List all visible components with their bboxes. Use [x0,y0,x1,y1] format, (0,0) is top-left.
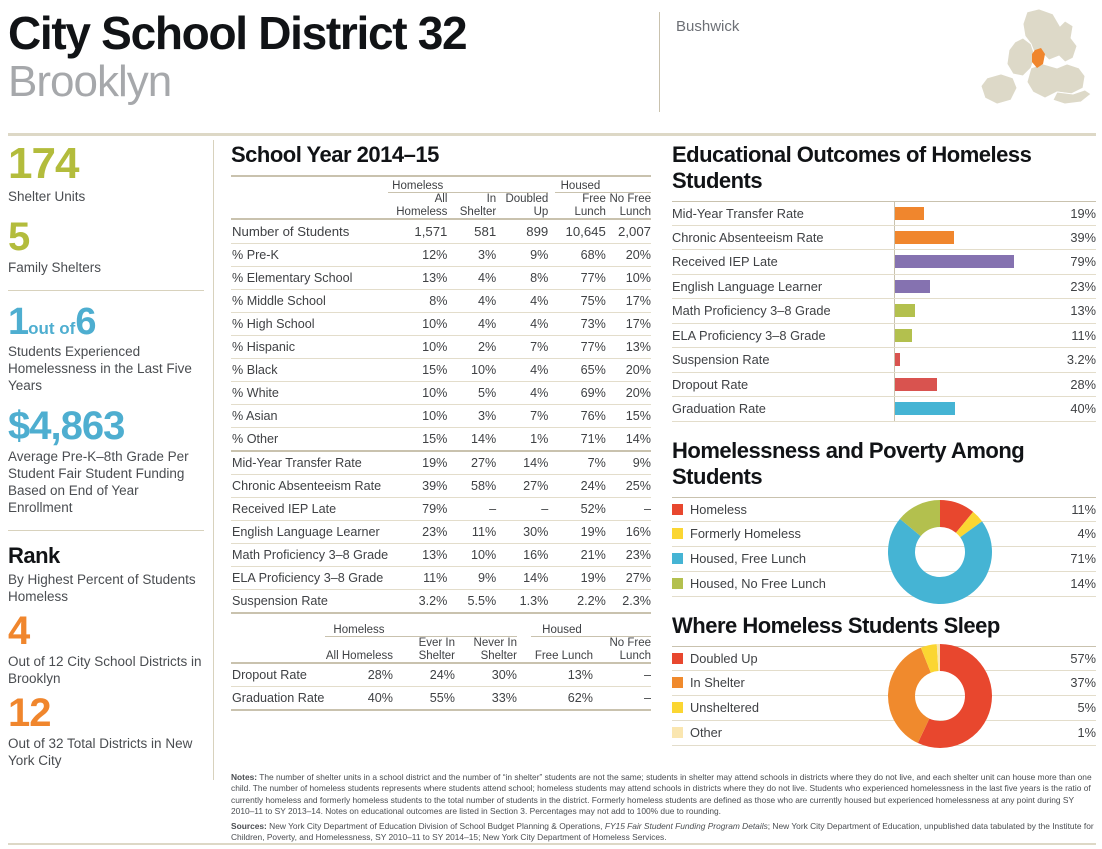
cell: 10% [447,359,496,382]
cell: 13% [606,336,651,359]
rank-brooklyn-value: 4 [8,609,30,653]
cell: 4% [496,359,548,382]
cell: 4% [496,290,548,313]
main-data-table [231,180,651,614]
table-row [231,544,651,567]
col-head-all-homeless: All Homeless [396,193,448,218]
donut-slice [888,518,992,603]
col-head-in-shelter: In Shelter [459,193,497,218]
table-row [231,475,651,498]
sources-label: Sources: [231,820,267,831]
table-row [231,405,651,428]
row-label: Chronic Absenteeism Rate [231,475,388,498]
legend-label: Housed, Free Lunch [690,551,806,566]
column-header-row-bottom [231,637,651,664]
charts-column [672,142,1096,746]
cell: 9% [496,244,548,267]
table-top-rule [231,175,651,177]
table-row [231,313,651,336]
row-label: Graduation Rate [231,687,325,711]
cell: 16% [496,544,548,567]
bar-value-label: 3.2% [1066,352,1096,368]
cell: 76% [555,405,606,428]
rank-city-label: Out of 32 Total Districts in New York City [8,736,193,768]
col-head-never-in-shelter: Never In Shelter [473,637,517,662]
cell: 4% [447,267,496,290]
bar-chart-title: Educational Outcomes of Homeless Students [672,142,1032,193]
stat-funding-value: $4,863 [8,404,125,448]
cell: 77% [555,267,606,290]
cell: 12% [388,244,447,267]
group-header-housed-a: Housed [555,180,606,193]
stat-ratio [8,303,204,341]
legend-swatch [672,504,683,515]
cell: 19% [555,521,606,544]
cell: 8% [496,267,548,290]
legend-row [672,497,1096,522]
cell: 11% [447,521,496,544]
bar-fill [895,207,924,220]
bar-fill [895,378,937,391]
cell: 2,007 [606,219,651,244]
row-label: Dropout Rate [231,663,325,687]
stat-ratio-label: Students Experienced Homelessness in the Last Five Years [8,344,192,393]
cell: 33% [455,687,517,711]
legend-value: 5% [1077,700,1096,715]
bar-chart-row [672,250,1096,275]
stat-ratio-first: 1 [8,301,29,343]
row-label: % High School [231,313,388,336]
header-rule [8,133,1096,136]
table-row [231,590,651,614]
cell: 7% [555,451,606,475]
row-label: ELA Proficiency 3–8 Grade [231,567,388,590]
stat-ratio-mid: out of [28,319,76,338]
legend-row [672,522,1096,547]
cell: 40% [325,687,393,711]
school-year-table-section [231,142,651,711]
bar-chart-row [672,275,1096,300]
cell: 2% [447,336,496,359]
col-head-free-lunch: Free Lunch [574,193,606,218]
table-title: School Year 2014–15 [231,142,439,167]
notes-label: Notes: [231,772,258,782]
cell: 62% [531,687,593,711]
bottom-data-table [231,624,651,711]
cell: 30% [496,521,548,544]
legend-value: 57% [1070,650,1096,666]
bar-category-label: Graduation Rate [672,401,766,417]
sources-paragraph [231,821,1096,844]
legend-value: 37% [1070,675,1096,690]
cell: 24% [393,663,455,687]
bar-chart-row [672,201,1096,226]
cell: – [496,498,548,521]
where-students-sleep-donut-section [672,646,1096,746]
table-row [231,219,651,244]
cell: 1.3% [496,590,548,614]
cell: 14% [606,428,651,452]
bar-chart-row [672,299,1096,324]
legend-row [672,646,1096,671]
bar-category-label: Suspension Rate [672,352,770,368]
cell: 10% [388,336,447,359]
cell: 3% [447,244,496,267]
row-label: % Elementary School [231,267,388,290]
bar-chart-row [672,348,1096,373]
cell: – [593,687,651,711]
table-row [231,521,651,544]
bar-value-label: 79% [1070,254,1096,270]
cell: 73% [555,313,606,336]
table-row [231,290,651,313]
sidebar-divider-2 [8,530,204,531]
cell: 14% [447,428,496,452]
bar-value-label: 19% [1070,205,1096,221]
cell: 7% [496,405,548,428]
cell: 27% [496,475,548,498]
group-header-row-bottom [231,624,651,637]
legend-value: 1% [1077,725,1096,740]
col-head-free-lunch-b: Free Lunch [534,649,593,662]
bar-fill [895,255,1014,268]
cell: 58% [447,475,496,498]
footnotes [231,772,1096,846]
cell: 1% [496,428,548,452]
table-row [231,451,651,475]
sidebar-divider-1 [8,290,204,291]
group-header-homeless-a: Homeless [388,180,447,193]
notes-text: The number of shelter units in a school district and the number of “in shelter” students are not the same; students in shelter may attend schools in districts where they do not live, and each shelter unit can house more than one child. The number of homeless students represents where students attend school; homeless students may attend schools in districts where they do not live. Students who experienced homelessness in the last five years is the ratio of currently homeless and formerly homeless students to the total number of students in the district. Formerly homeless students are defined as those who are currently housed but experienced homelessness at any point during SY 2010–11 to SY 2013–14. Notes on educational outcomes are listed in Section 3. Percentages may not add to 100% due to rounding. [231,772,1092,817]
cell: – [606,498,651,521]
cell: 39% [388,475,447,498]
cell: 3.2% [388,590,447,614]
bar-chart-row [672,324,1096,349]
bar-chart-row [672,226,1096,251]
cell: 10% [388,313,447,336]
cell: 10% [388,382,447,405]
cell: 69% [555,382,606,405]
col-head-doubled-up: Doubled Up [505,193,549,218]
row-label: Suspension Rate [231,590,388,614]
legend-row [672,671,1096,696]
cell: 13% [388,544,447,567]
bar-chart-row [672,373,1096,398]
sources-italic-title: FY15 Fair Student Funding Program Details [604,820,768,831]
table-row [231,267,651,290]
stat-shelter-units-label: Shelter Units [8,189,86,204]
cell: 20% [606,244,651,267]
legend-value: 14% [1070,576,1096,591]
legend-row [672,572,1096,597]
bar-fill [895,329,912,342]
cell: 899 [496,219,548,244]
bar-value-label: 28% [1070,376,1096,392]
stat-family-shelters-value: 5 [8,215,30,259]
page-title: City School District 32 [8,7,467,59]
table-row [231,244,651,267]
cell: 13% [531,663,593,687]
notes-paragraph [231,772,1096,818]
bar-fill [895,353,900,366]
cell: 75% [555,290,606,313]
cell: 23% [388,521,447,544]
nyc-map-icon [961,6,1096,126]
legend-row [672,721,1096,746]
bar-track [894,299,1052,323]
cell: 19% [388,451,447,475]
cell: 5% [447,382,496,405]
cell: 5.5% [447,590,496,614]
table-row [231,567,651,590]
table-row [231,359,651,382]
cell: 77% [555,336,606,359]
donut-slice [888,647,931,742]
cell: 27% [606,567,651,590]
bar-track [894,275,1052,299]
cell: 15% [388,359,447,382]
cell: 10% [447,544,496,567]
row-label: % Other [231,428,388,452]
cell: 21% [555,544,606,567]
donut-chart [886,642,994,750]
cell: 13% [388,267,447,290]
row-label: % Black [231,359,388,382]
legend-swatch [672,677,683,688]
rank-subtitle: By Highest Percent of Students Homeless [8,572,196,604]
col-head-no-free-lunch: No Free Lunch [609,193,651,218]
homelessness-poverty-donut-section [672,497,1096,597]
cell: 8% [388,290,447,313]
bar-track [894,397,1052,421]
header-divider [659,12,660,112]
bar-category-label: English Language Learner [672,278,823,294]
bar-value-label: 23% [1070,278,1096,294]
legend-label: Housed, No Free Lunch [690,576,826,591]
cell: 15% [388,428,447,452]
bar-track [894,348,1052,372]
cell: 14% [496,567,548,590]
col-head-ever-in-shelter: Ever In Shelter [418,637,455,662]
cell: 19% [555,567,606,590]
row-label: Number of Students [231,219,388,244]
cell: – [447,498,496,521]
cell: 9% [606,451,651,475]
group-header-housed-b: Housed [531,624,593,637]
legend-value: 71% [1070,551,1096,566]
cell: 11% [388,567,447,590]
bar-fill [895,402,955,415]
sources-text-a: New York City Department of Education Division of School Budget Planning & Operations, [266,820,605,831]
col-head-all-homeless-b: All Homeless [325,649,393,662]
row-label: Received IEP Late [231,498,388,521]
sidebar-stats [8,139,204,769]
cell: 2.2% [555,590,606,614]
cell: 2.3% [606,590,651,614]
col-head-no-free-lunch-b: No Free Lunch [609,637,651,662]
legend-swatch [672,727,683,738]
row-label: % White [231,382,388,405]
legend-row [672,547,1096,572]
row-label: % Pre-K [231,244,388,267]
bar-category-label: Math Proficiency 3–8 Grade [672,303,831,319]
cell: 20% [606,382,651,405]
page-subtitle: Brooklyn [8,57,172,106]
stat-ratio-second: 6 [75,301,96,343]
group-header-homeless-b: Homeless [325,624,393,637]
cell: 27% [447,451,496,475]
cell: 23% [606,544,651,567]
cell: 4% [447,290,496,313]
cell: 25% [606,475,651,498]
sources-text-b: ; New York City Department of Education, unpublished data tabulated by the Institute for Children, Poverty, and Homelessness, SY 2010–11 to SY 2014–15; New York City Department of Homeless Services. [231,820,1094,843]
bar-track [894,324,1052,348]
legend-label: Homeless [690,501,747,517]
stat-funding-label: Average Pre-K–8th Grade Per Student Fair Student Funding Based on End of Year Enrollment [8,449,189,515]
legend-swatch [672,653,683,664]
bar-fill [895,231,954,244]
row-label: % Asian [231,405,388,428]
legend-label: Doubled Up [690,650,758,666]
cell: 30% [455,663,517,687]
bar-track [894,373,1052,397]
cell: 7% [496,336,548,359]
legend-swatch [672,553,683,564]
table-row [231,687,651,711]
cell: 17% [606,290,651,313]
rank-brooklyn-label: Out of 12 City School Districts in Brooklyn [8,654,202,686]
cell: 68% [555,244,606,267]
cell: 52% [555,498,606,521]
table-row [231,382,651,405]
cell: 4% [496,382,548,405]
cell: 16% [606,521,651,544]
legend-label: Other [690,725,723,740]
table-row [231,663,651,687]
page-header [0,0,1102,132]
bar-track [894,250,1052,274]
bar-category-label: Received IEP Late [672,254,778,270]
cell: 1,571 [388,219,447,244]
legend-swatch [672,702,683,713]
cell: 10% [606,267,651,290]
cell: 9% [447,567,496,590]
legend-label: Unsheltered [690,700,760,715]
legend-swatch [672,528,683,539]
bar-value-label: 39% [1070,229,1096,245]
educational-outcomes-bar-chart [672,201,1096,422]
table-row [231,498,651,521]
row-label: Math Proficiency 3–8 Grade [231,544,388,567]
bar-value-label: 40% [1070,401,1096,417]
cell: 4% [447,313,496,336]
bar-category-label: Dropout Rate [672,376,749,392]
sidebar-vertical-rule [213,140,214,780]
donut-chart [886,498,994,606]
table-row [231,336,651,359]
cell: 14% [496,451,548,475]
legend-row [672,696,1096,721]
legend-label: Formerly Homeless [690,526,801,541]
cell: 4% [496,313,548,336]
bar-category-label: Chronic Absenteeism Rate [672,229,824,245]
row-label: % Hispanic [231,336,388,359]
cell: 65% [555,359,606,382]
cell: 3% [447,405,496,428]
rank-city-value: 12 [8,691,51,735]
legend-value: 4% [1077,526,1096,541]
bar-category-label: ELA Proficiency 3–8 Grade [672,327,826,343]
bar-category-label: Mid-Year Transfer Rate [672,205,804,221]
stat-shelter-units-value: 174 [8,139,79,188]
bar-track [894,226,1052,250]
bar-fill [895,280,930,293]
bar-value-label: 13% [1070,303,1096,319]
row-label: Mid-Year Transfer Rate [231,451,388,475]
cell: 10% [388,405,447,428]
bar-value-label: 11% [1071,327,1096,343]
cell: 20% [606,359,651,382]
column-header-row [231,193,651,220]
row-label: % Middle School [231,290,388,313]
neighborhood-label: Bushwick [676,18,740,35]
legend-value: 11% [1071,501,1096,517]
poverty-donut-title: Homelessness and Poverty Among Students [672,437,1025,489]
bar-chart-row [672,397,1096,422]
bar-fill [895,304,915,317]
cell: 71% [555,428,606,452]
cell: 55% [393,687,455,711]
table-row [231,428,651,452]
legend-swatch [672,578,683,589]
rank-title: Rank [8,543,60,568]
cell: – [593,663,651,687]
sleep-donut-title: Where Homeless Students Sleep [672,612,1000,638]
bar-track [894,202,1052,225]
cell: 10,645 [555,219,606,244]
cell: 79% [388,498,447,521]
stat-family-shelters-label: Family Shelters [8,260,102,275]
cell: 17% [606,313,651,336]
group-header-row [231,180,651,193]
cell: 28% [325,663,393,687]
cell: 15% [606,405,651,428]
cell: 24% [555,475,606,498]
legend-label: In Shelter [690,675,745,690]
bottom-rule [8,843,1096,845]
row-label: English Language Learner [231,521,388,544]
cell: 581 [447,219,496,244]
